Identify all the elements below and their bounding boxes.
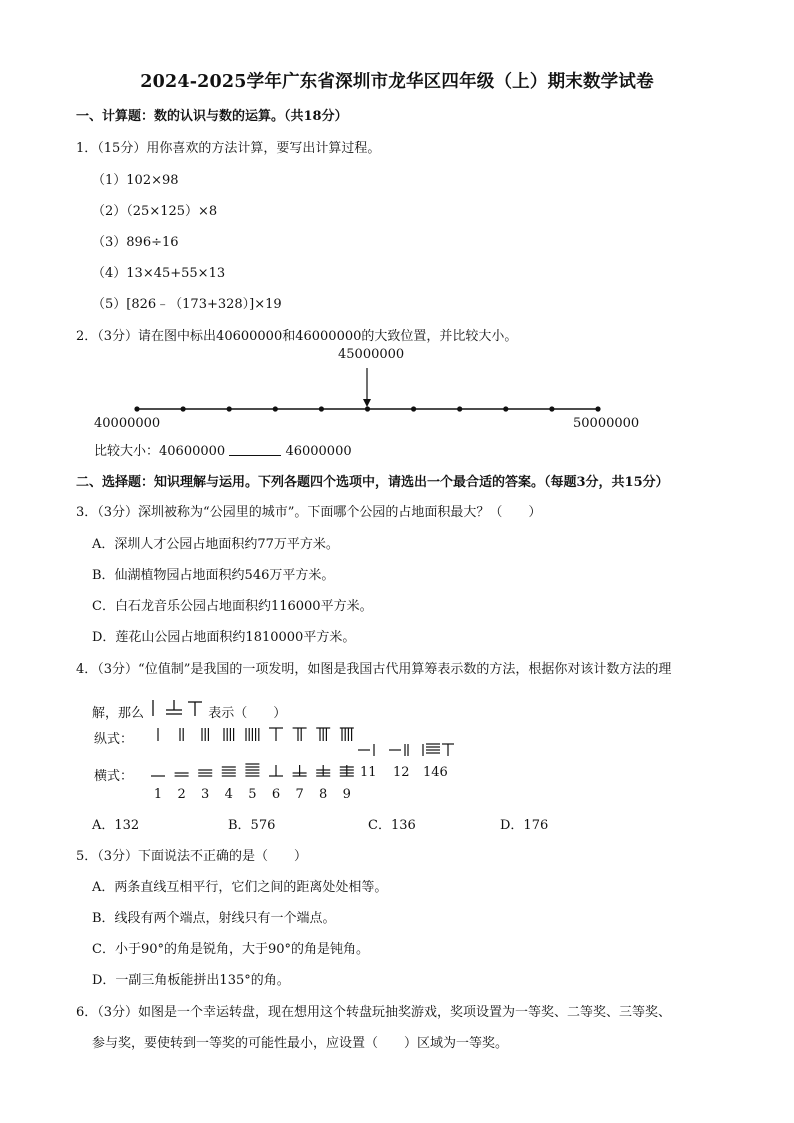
- q1-item-2: （2）（25×125）×8: [92, 204, 218, 219]
- number-line-arrow-label: 45000000: [338, 347, 405, 362]
- number-line-arrow: [363, 368, 371, 407]
- number-line: [120, 365, 620, 417]
- q1-stem: 1．（15分）用你喜欢的方法计算，要写出计算过程。: [76, 141, 381, 156]
- section-1-heading: 一、计算题：数的认识与数的运算。（共18分）: [76, 109, 348, 124]
- example-label-12: 12: [393, 765, 410, 780]
- q2-compare-suffix: 46000000: [285, 444, 352, 459]
- q1-item-3: （3）896÷16: [92, 235, 179, 250]
- number-line-right-label: 50000000: [573, 416, 640, 431]
- number-line-dot: [411, 406, 416, 411]
- digit-label: 4: [224, 787, 233, 802]
- number-line-dot: [365, 406, 370, 411]
- digit-label: 8: [319, 787, 328, 802]
- q5-option-c[interactable]: C．小于90°的角是锐角，大于90°的角是钝角。: [92, 942, 370, 957]
- q4-stem-prefix: 解，那么: [92, 706, 145, 721]
- digit-label: 1: [153, 787, 163, 802]
- q2-compare: [94, 440, 352, 459]
- q4-option-c[interactable]: C．136: [368, 818, 416, 833]
- q5-stem: 5．（3分）下面说法不正确的是（ ）: [76, 849, 308, 864]
- q6-stem-line2: 参与奖，要使转到一等奖的可能性最小，应设置（ ）区域为一等奖。: [92, 1036, 509, 1051]
- page-title: 2024-2025学年广东省深圳市龙华区四年级（上）期末数学试卷: [140, 72, 654, 92]
- q5-option-a[interactable]: A．两条直线互相平行，它们之间的距离处处相等。: [92, 880, 388, 895]
- q1-item-4: （4）13×45+55×13: [92, 266, 226, 281]
- number-line-dot: [503, 406, 508, 411]
- q1-item-1: （1）102×98: [92, 173, 179, 188]
- q5-option-b[interactable]: B．线段有两个端点，射线只有一个端点。: [92, 911, 336, 926]
- q1-item-5: （5）[826﹣（173+328）]×19: [92, 297, 282, 312]
- q4-stem: 4．（3分）“位值制”是我国的一项发明，如图是我国古代用算筹表示数的方法，根据你对该计数方法的理: [76, 662, 672, 677]
- digit-label: 7: [295, 787, 304, 802]
- q2-stem: 2．（3分）请在图中标出40600000和46000000的大致位置，并比较大小。: [76, 329, 518, 344]
- number-line-dot: [595, 406, 600, 411]
- q3-option-d[interactable]: D．莲花山公园占地面积约1810000平方米。: [92, 630, 356, 645]
- number-line-dot: [134, 406, 139, 411]
- digit-label: 3: [201, 787, 210, 802]
- q3-option-c[interactable]: C．白石龙音乐公园占地面积约116000平方米。: [92, 599, 373, 614]
- number-line-dot: [457, 406, 462, 411]
- number-line-dot: [181, 406, 186, 411]
- digit-label: 6: [271, 787, 281, 802]
- q6-stem: 6．（3分）如图是一个幸运转盘，现在想用这个转盘玩抽奖游戏，奖项设置为一等奖、二等奖、三等奖、: [76, 1005, 672, 1020]
- horizontal-form-label: 横式：: [94, 769, 134, 784]
- q4-option-d[interactable]: D．176: [500, 818, 549, 833]
- example-label-11: 11: [360, 765, 377, 780]
- number-line-dot: [273, 406, 278, 411]
- number-line-dot: [319, 406, 324, 411]
- number-line-dot: [549, 406, 554, 411]
- section-2-heading: 二、选择题：知识理解与运用。下列各题四个选项中，请选出一个最合适的答案。（每题3分，共15分）: [76, 475, 669, 490]
- q5-option-d[interactable]: D．一副三角板能拼出135°的角。: [92, 973, 290, 988]
- vertical-rods: [158, 728, 354, 741]
- q2-compare-prefix: 比较大小：40600000: [94, 444, 226, 459]
- horizontal-rods: [151, 764, 354, 776]
- digit-label: 2: [177, 787, 186, 802]
- counting-rod-number-icon: [148, 698, 204, 720]
- number-line-dot: [227, 406, 232, 411]
- vertical-form-label: 纵式：: [94, 732, 134, 747]
- q3-option-a[interactable]: A．深圳人才公园占地面积约77万平方米。: [92, 537, 339, 552]
- counting-rods-figure: [140, 722, 470, 790]
- q2-answer-blank[interactable]: [229, 443, 281, 456]
- q4-stem-suffix: 表示（ ）: [208, 706, 287, 721]
- example-rods: [358, 744, 454, 756]
- q3-option-b[interactable]: B．仙湖植物园占地面积约546万平方米。: [92, 568, 335, 583]
- example-label-146: 146: [423, 765, 448, 780]
- number-line-left-label: 40000000: [94, 416, 161, 431]
- q4-option-b[interactable]: B．576: [228, 818, 276, 833]
- q3-stem: 3．（3分）深圳被称为“公园里的城市”。下面哪个公园的占地面积最大？（ ）: [76, 505, 542, 520]
- digit-label: 9: [342, 787, 351, 802]
- q4-option-a[interactable]: A．132: [92, 818, 140, 833]
- digit-label: 5: [248, 787, 257, 802]
- q4-stem-line2: [92, 698, 286, 721]
